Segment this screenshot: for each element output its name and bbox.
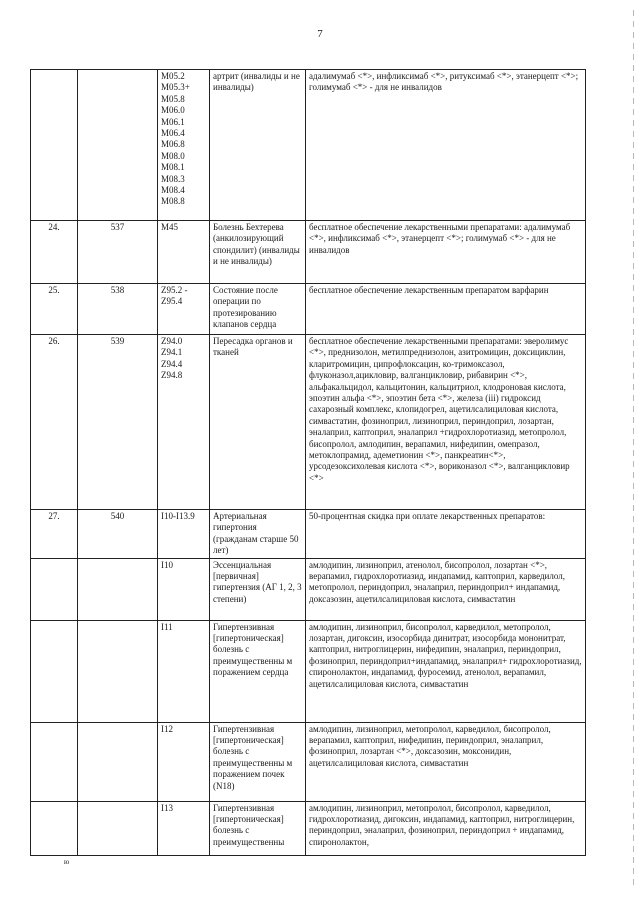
- table-row: [31, 70, 586, 221]
- row-number-cell: 24.: [31, 221, 78, 284]
- table-row: [31, 722, 586, 801]
- model-number-cell: [78, 801, 158, 855]
- condition-cell: Состояние после операции по протезированию клапанов сердца: [210, 284, 306, 335]
- provision-cell: амлодипин, лизиноприл, бисопролол, карведилол, метопролол, лозартан, дигоксин, изосорбида динитрат, изосорбида мононитрат, каптоприл, нитроглицерин, нифедипин, эналаприл, периндоприл, фозиноприл, периндоприл+индапамид, эналаприл+ гидрохлоротиазид, спиронолактон, индапамид, фуросемид, атенолол, верапамил, ацетилсалициловая кислота, симвастатин: [306, 620, 586, 722]
- condition-cell: Гипертензивная [гипертоническая] болезнь с преимущественны: [210, 801, 306, 855]
- model-number-cell: 537: [78, 221, 158, 284]
- footer-mark: ю: [64, 858, 70, 866]
- provision-cell: бесплатное обеспечение лекарственным препаратом варфарин: [306, 284, 586, 335]
- model-number-cell: [78, 558, 158, 620]
- condition-cell: Болезнь Бехтерева (анкилозирующий спондилит) (инвалиды и не инвалиды): [210, 221, 306, 284]
- model-number-cell: 540: [78, 510, 158, 559]
- icd-codes-cell: M05.2 M05.3+ M05.8 M06.0 M06.1 M06.4 M06.8 M08.0 M08.1 M08.3 M08.4 M08.8: [158, 70, 210, 221]
- table-row: [31, 801, 586, 855]
- icd-codes-cell: M45: [158, 221, 210, 284]
- table-row: [31, 620, 586, 722]
- provision-cell: бесплатное обеспечение лекарственными препаратами: адалимумаб <*>, инфликсимаб <*>, этанерцепт <*>; голимумаб <*> - для не инвалидов: [306, 221, 586, 284]
- provision-cell: адалимумаб <*>, инфликсимаб <*>, ритуксимаб <*>, этанерцепт <*>; голимумаб <*> - для не инвалидов: [306, 70, 586, 221]
- condition-cell: Пересадка органов и тканей: [210, 335, 306, 510]
- scan-edge-line: [633, 10, 634, 890]
- table-row: [31, 558, 586, 620]
- icd-codes-cell: Z95.2 - Z95.4: [158, 284, 210, 335]
- row-number-cell: [31, 801, 78, 855]
- row-number-cell: [31, 558, 78, 620]
- table-row: [31, 221, 586, 284]
- condition-cell: Эссенциальная [первичная] гипертензия (АГ 1, 2, 3 степени): [210, 558, 306, 620]
- model-number-cell: 538: [78, 284, 158, 335]
- row-number-cell: [31, 722, 78, 801]
- provision-cell: амлодипин, лизиноприл, метопролол, бисопролол, карведилол, гидрохлоротиазид, дигоксин, индапамид, каптоприл, нитроглицерин, периндоприл, эналаприл, фозиноприл, периндоприл + индапамид, спиронолактон,: [306, 801, 586, 855]
- provision-cell: амлодипин, лизиноприл, атенолол, бисопролол, лозартан <*>, верапамил, гидрохлоротиазид, индапамид, каптоприл, карведилол, метопролол, периндоприл, эналаприл, периндоприл+ индапамид, доксазозин, ацетилсалициловая кислота, симвастатин: [306, 558, 586, 620]
- provision-cell: 50-процентная скидка при оплате лекарственных препаратов:: [306, 510, 586, 559]
- icd-codes-cell: I13: [158, 801, 210, 855]
- table-row: [31, 510, 586, 559]
- row-number-cell: [31, 620, 78, 722]
- icd-codes-cell: I10-I13.9: [158, 510, 210, 559]
- condition-cell: Гипертензивная [гипертоническая] болезнь с преимущественны м поражением почек (N18): [210, 722, 306, 801]
- condition-cell: Гипертензивная [гипертоническая] болезнь с преимущественны м поражением сердца: [210, 620, 306, 722]
- provision-cell: амлодипин, лизиноприл, метопролол, карведилол, бисопролол, верапамил, каптоприл, нифедипин, периндоприл, эналаприл, фозиноприл, лозартан <*>, доксазозин, моксонидин, ацетилсалициловая кислота, симвастатин: [306, 722, 586, 801]
- model-number-cell: [78, 620, 158, 722]
- drug-provision-table: [30, 69, 586, 856]
- icd-codes-cell: I10: [158, 558, 210, 620]
- row-number-cell: [31, 70, 78, 221]
- icd-codes-cell: Z94.0 Z94.1 Z94.4 Z94.8: [158, 335, 210, 510]
- model-number-cell: 539: [78, 335, 158, 510]
- row-number-cell: 25.: [31, 284, 78, 335]
- icd-codes-cell: I12: [158, 722, 210, 801]
- row-number-cell: 26.: [31, 335, 78, 510]
- table-row: [31, 335, 586, 510]
- condition-cell: Артериальная гипертония (гражданам старше 50 лет): [210, 510, 306, 559]
- model-number-cell: [78, 70, 158, 221]
- page-number: 7: [317, 28, 323, 40]
- row-number-cell: 27.: [31, 510, 78, 559]
- table-row: [31, 284, 586, 335]
- condition-cell: артрит (инвалиды и не инвалиды): [210, 70, 306, 221]
- model-number-cell: [78, 722, 158, 801]
- icd-codes-cell: I11: [158, 620, 210, 722]
- provision-cell: бесплатное обеспечение лекарственными препаратами: эверолимус <*>, преднизолон, метилпреднизолон, азитромицин, доксициклин, кларитромицин, ципрофлоксацин, ко-тримоксазол, флуконазол,ацикловир, валганцикловир, рибавирин <*>, альфакальцидол, кальцитонин, кальцитриол, клодроновая кислота, эпоэтин альфа <*>, эпоэтин бета <*>, железа (iii) гидроксид сахарозный комплекс, клопидогрел, ацетилсалициловая кислота, симвастатин, фозиноприл, лизиноприл, периндоприл, лозартан, эналаприл, каптоприл, эналаприл +гидрохлоротиазид, метопролол, бисопролол, амлодипин, верапамил, нифедипин, омепразол, метоклопрамид, адеметионин <*>, панкреатин<*>, урсодезоксихолевая кислота <*>, вориконазол <*>, валганцикловир <*>: [306, 335, 586, 510]
